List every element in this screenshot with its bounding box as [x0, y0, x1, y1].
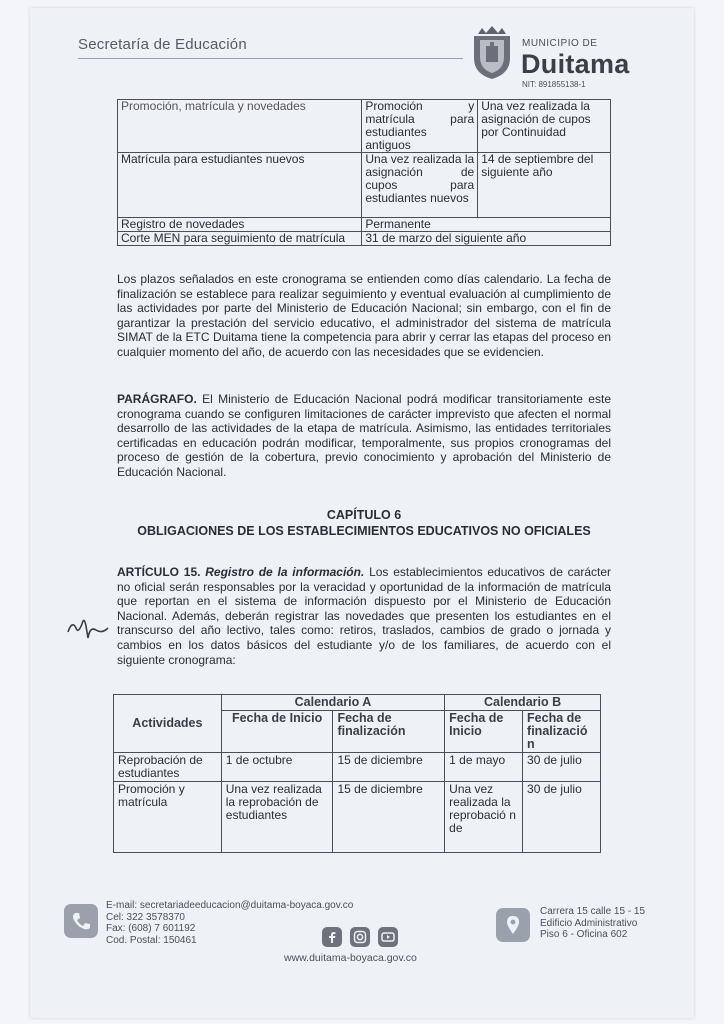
table-header-row — [114, 695, 601, 711]
handwritten-signature — [64, 612, 110, 642]
table-cell: Una vez realizada la reprobación de estudiantes — [221, 782, 333, 853]
table-cell: Promoción, matrícula y novedades — [118, 100, 362, 153]
footer-address-line2: Edificio Administrativo — [540, 917, 638, 929]
header-secretaria: Secretaría de Educación — [78, 36, 247, 53]
facebook-icon — [322, 927, 342, 947]
table-cell: 1 de mayo — [445, 753, 523, 782]
footer-cel: Cel: 322 3578370 — [106, 911, 185, 923]
table-cell: 30 de julio — [523, 753, 601, 782]
header-city: Duitama — [521, 49, 630, 79]
table-cell: Una vez realizada la reprobació n de — [445, 782, 523, 853]
table-cell: Corte MEN para seguimiento de matrícula — [118, 232, 362, 246]
header-nit: NIT: 891855138-1 — [522, 80, 586, 89]
footer-website: www.duitama-boyaca.gov.co — [284, 952, 417, 964]
table-row — [118, 153, 611, 218]
duitama-shield-logo — [468, 24, 516, 80]
table-cell: 15 de diciembre — [333, 753, 445, 782]
table-cell: Reprobación de estudiantes — [114, 753, 222, 782]
footer-address — [540, 906, 645, 941]
table-cell: 14 de septiembre del siguiente año — [478, 153, 611, 218]
table-cell: Una vez realizada la asignación de cupos para estudiantes nuevos — [362, 153, 478, 218]
footer-contact — [106, 900, 353, 946]
schedule-table-1 — [117, 99, 611, 246]
table-cell: Permanente — [362, 218, 611, 232]
table-row — [114, 782, 601, 853]
phone-icon — [64, 904, 98, 938]
header-municipio: MUNICIPIO DE — [522, 38, 598, 49]
table-cell: 1 de octubre — [221, 753, 333, 782]
youtube-icon — [378, 927, 398, 947]
schedule-table-2 — [113, 694, 601, 853]
footer-address-line3: Piso 6 - Oficina 602 — [540, 929, 628, 940]
paragraph-articulo-15 — [117, 565, 611, 667]
header-divider — [78, 58, 463, 59]
header-fecha-inicio-a: Fecha de Inicio — [221, 711, 333, 753]
header-calendario-a: Calendario A — [221, 695, 444, 711]
table-row — [118, 100, 611, 153]
paragrafo-text: El Ministerio de Educación Nacional podrá modificar transitoriamente este cronograma cuando se configuren limitaciones de carácter imprevisto que afecten el normal desarrollo de las actividades de la etapa de matrícula. Asimismo, las entidades territoriales certificadas en educación podrán modificar, temporalmente, sus propios cronogramas del proceso de gestión de la cobertura, previo conocimiento y aprobación del Ministerio de Educación Nacional. — [117, 392, 611, 479]
header-fecha-fin-a: Fecha de finalización — [333, 711, 445, 753]
table-cell: Registro de novedades — [118, 218, 362, 232]
table-row — [118, 218, 611, 232]
article-label: ARTÍCULO 15. — [117, 565, 201, 579]
table-cell: 15 de diciembre — [333, 782, 445, 853]
chapter-title: OBLIGACIONES DE LOS ESTABLECIMIENTOS EDUCATIVOS NO OFICIALES — [137, 524, 591, 538]
chapter-number: CAPÍTULO 6 — [326, 508, 402, 522]
table-cell: Promoción y matrícula — [114, 782, 222, 853]
table-row — [118, 232, 611, 246]
footer-email: E-mail: secretariadeeducacion@duitama-boyaca.gov.co — [106, 900, 354, 911]
paragraph-paragrafo — [117, 392, 611, 480]
table-cell: Una vez realizada la asignación de cupos por Continuidad — [478, 100, 611, 153]
footer-postal: Cod. Postal: 150461 — [106, 934, 197, 946]
paragraph-plazos: Los plazos señalados en este cronograma se entienden como días calendario. La fecha de finalización se establece para realizar seguimiento y eventual evaluación al cumplimiento de las actividades por parte del Ministerio de Educación Nacional; sin embargo, con el fin de garantizar la prestación del servicio educativo, el administrador del sistema de matrícula SIMAT de la ETC Duitama tiene la competencia para abrir y cerrar las etapas del proceso en cualquier momento del año, de acuerdo con las necesidades que se evidencien. — [117, 272, 611, 359]
paragrafo-label: PARÁGRAFO. — [117, 392, 197, 406]
table-cell: 31 de marzo del siguiente año — [362, 232, 611, 246]
instagram-icon — [350, 927, 370, 947]
location-pin-icon — [496, 908, 530, 942]
header-fecha-inicio-b: Fecha de Inicio — [445, 711, 523, 753]
article-title: Registro de la información. — [200, 565, 365, 579]
table-cell: Matrícula para estudiantes nuevos — [118, 153, 362, 218]
header-fecha-fin-b: Fecha de finalizació n — [523, 711, 601, 753]
table-row — [114, 753, 601, 782]
footer-fax: Fax: (608) 7 601192 — [106, 923, 196, 934]
article-text: Los establecimientos educativos de carácter no oficial serán responsables por la veracidad y oportunidad de la información de matrícula que reportan en el sistema de información dispuesto por el Ministerio de Educación Nacional. Además, deberán registrar las novedades que presenten los estudiantes en el transcurso del año lectivo, tales como: retiros, traslados, cambios de grado o jornada y cambios en los datos básicos del estudiante y/o de los familiares, de acuerdo con el siguiente cronograma: — [117, 565, 612, 667]
table-cell: 30 de julio — [523, 782, 601, 853]
table-cell: Promoción y matrícula para estudiantes antiguos — [362, 100, 478, 153]
header-actividades: Actividades — [114, 695, 222, 753]
footer-address-line1: Carrera 15 calle 15 - 15 — [540, 906, 646, 917]
header-calendario-b: Calendario B — [445, 695, 601, 711]
